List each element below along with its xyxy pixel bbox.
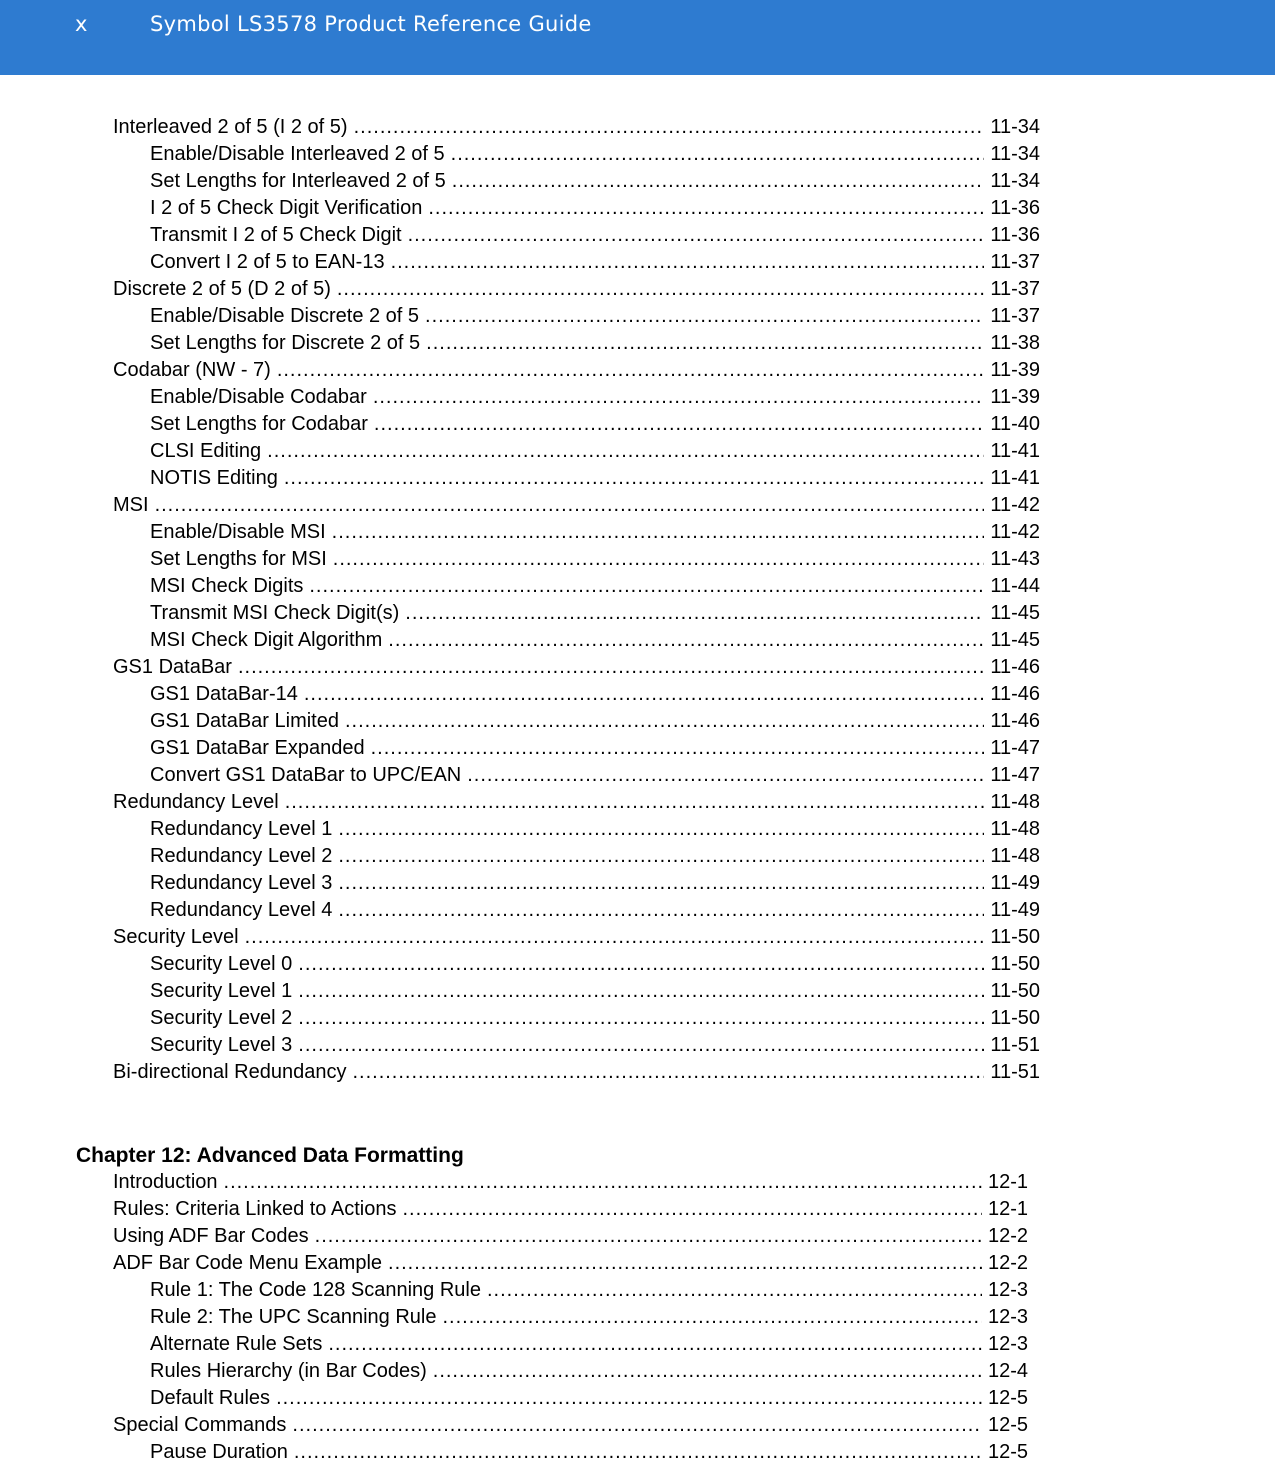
toc-entry-label: Convert GS1 DataBar to UPC/EAN [150, 764, 462, 786]
toc-entry-label: Security Level 2 [150, 1007, 293, 1029]
toc-entry-label: Default Rules [150, 1387, 271, 1409]
toc-subentry[interactable] [150, 249, 1040, 276]
toc-dot-leader [267, 438, 984, 465]
toc-entry-label: Enable/Disable Interleaved 2 of 5 [150, 143, 445, 165]
toc-dot-leader [408, 222, 985, 249]
toc-entry[interactable] [113, 1412, 1028, 1439]
toc-entry-page-number: 11-40 [990, 413, 1040, 435]
toc-entry-page-number: 11-43 [990, 548, 1040, 570]
toc-entry-label: Redundancy Level 2 [150, 845, 333, 867]
toc-entry[interactable] [113, 357, 1040, 384]
toc-dot-leader [433, 1358, 982, 1385]
toc-entry-label: Set Lengths for Interleaved 2 of 5 [150, 170, 446, 192]
toc-dot-leader [425, 303, 984, 330]
toc-entry-page-number: 11-48 [990, 818, 1040, 840]
toc-dot-leader [374, 411, 984, 438]
toc-dot-leader [352, 1059, 984, 1086]
toc-entry-label: Alternate Rule Sets [150, 1333, 323, 1355]
toc-entry-page-number: 11-37 [990, 251, 1040, 273]
toc-dot-leader [304, 681, 984, 708]
toc-dot-leader [338, 816, 984, 843]
toc-subentry[interactable] [150, 411, 1040, 438]
toc-subentry[interactable] [150, 195, 1040, 222]
toc-entry-page-number: 11-48 [990, 845, 1040, 867]
toc-entry-page-number: 11-39 [990, 386, 1040, 408]
toc-entry-page-number: 11-36 [990, 197, 1040, 219]
toc-dot-leader [338, 897, 984, 924]
toc-entry[interactable] [113, 492, 1040, 519]
toc-dot-leader [277, 357, 985, 384]
toc-dot-leader [298, 1032, 984, 1059]
toc-subentry[interactable] [150, 843, 1040, 870]
chapter-12-title: Chapter 12: Advanced Data Formatting [76, 1144, 464, 1167]
toc-entry-label: Discrete 2 of 5 (D 2 of 5) [113, 278, 331, 300]
toc-entry-page-number: 11-46 [990, 710, 1040, 732]
toc-entry-page-number: 11-46 [990, 683, 1040, 705]
toc-entry-page-number: 12-2 [987, 1225, 1028, 1247]
toc-dot-leader [371, 735, 985, 762]
toc-entry-label: Rule 1: The Code 128 Scanning Rule [150, 1279, 481, 1301]
toc-subentry[interactable] [150, 168, 1040, 195]
toc-entry[interactable] [113, 1250, 1028, 1277]
toc-subentry[interactable] [150, 141, 1040, 168]
toc-entry-page-number: 11-42 [990, 521, 1040, 543]
toc-entry[interactable] [113, 1059, 1040, 1086]
toc-dot-leader [328, 1331, 982, 1358]
toc-subentry[interactable] [150, 762, 1040, 789]
toc-entry-label: Set Lengths for Discrete 2 of 5 [150, 332, 421, 354]
toc-entry-label: MSI Check Digit Algorithm [150, 629, 383, 651]
toc-dot-leader [338, 870, 984, 897]
toc-dot-leader [284, 465, 985, 492]
toc-entry-label: Security Level 0 [150, 953, 293, 975]
toc-entry-label: Redundancy Level 4 [150, 899, 333, 921]
toc-dot-leader [298, 978, 984, 1005]
toc-entry[interactable] [113, 276, 1040, 303]
toc-entry-label: Introduction [113, 1171, 218, 1193]
toc-entry-label: NOTIS Editing [150, 467, 278, 489]
toc-entry-label: Pause Duration [150, 1441, 288, 1463]
toc-entry-label: Bi-directional Redundancy [113, 1061, 347, 1083]
toc-entry[interactable] [113, 1169, 1028, 1196]
toc-subentry[interactable] [150, 1385, 1028, 1412]
header-title: Symbol LS3578 Product Reference Guide [150, 12, 592, 36]
toc-dot-leader [426, 330, 984, 357]
toc-entry-label: Redundancy Level [113, 791, 279, 813]
toc-dot-leader [337, 276, 984, 303]
toc-dot-leader [354, 114, 985, 141]
toc-entry-label: Transmit MSI Check Digit(s) [150, 602, 400, 624]
toc-subentry[interactable] [150, 951, 1040, 978]
toc-entry[interactable] [113, 1223, 1028, 1250]
toc-subentry[interactable] [150, 384, 1040, 411]
toc-entry-label: Codabar (NW - 7) [113, 359, 271, 381]
toc-entry-page-number: 11-36 [990, 224, 1040, 246]
toc-entry-label: Redundancy Level 1 [150, 818, 333, 840]
toc-entry-label: Transmit I 2 of 5 Check Digit [150, 224, 402, 246]
toc-dot-leader [467, 762, 984, 789]
toc-dot-leader [276, 1385, 982, 1412]
toc-entry-label: Using ADF Bar Codes [113, 1225, 309, 1247]
toc-subentry[interactable] [150, 708, 1040, 735]
toc-dot-leader [451, 141, 985, 168]
toc-entry-page-number: 11-50 [990, 980, 1040, 1002]
toc-entry-page-number: 11-37 [990, 278, 1040, 300]
toc-entry-page-number: 11-50 [990, 1007, 1040, 1029]
toc-entry-page-number: 11-45 [990, 629, 1040, 651]
toc-dot-leader [333, 546, 985, 573]
toc-entry-page-number: 11-48 [990, 791, 1040, 813]
toc-entry-label: Rule 2: The UPC Scanning Rule [150, 1306, 437, 1328]
toc-entry-label: ADF Bar Code Menu Example [113, 1252, 383, 1274]
toc-subentry[interactable] [150, 978, 1040, 1005]
toc-dot-leader [428, 195, 984, 222]
toc-dot-leader [292, 1412, 982, 1439]
toc-subentry[interactable] [150, 519, 1040, 546]
toc-entry-label: Convert I 2 of 5 to EAN-13 [150, 251, 385, 273]
toc-entry-label: GS1 DataBar-14 [150, 683, 298, 705]
toc-subentry[interactable] [150, 1439, 1028, 1466]
toc-subentry[interactable] [150, 330, 1040, 357]
toc-dot-leader [452, 168, 985, 195]
toc-entry-page-number: 11-38 [990, 332, 1040, 354]
toc-dot-leader [345, 708, 984, 735]
toc-entry-page-number: 11-34 [990, 170, 1040, 192]
toc-subentry[interactable] [150, 1358, 1028, 1385]
toc-dot-leader [155, 492, 985, 519]
toc-entry-page-number: 11-37 [990, 305, 1040, 327]
toc-entry-page-number: 11-51 [990, 1061, 1040, 1083]
toc-dot-leader [245, 924, 985, 951]
toc-entry-label: GS1 DataBar [113, 656, 232, 678]
toc-entry[interactable] [113, 924, 1040, 951]
toc-subentry[interactable] [150, 816, 1040, 843]
toc-subentry[interactable] [150, 1277, 1028, 1304]
header-page-number: x [75, 12, 88, 36]
toc-entry-page-number: 11-50 [990, 926, 1040, 948]
toc-subentry[interactable] [150, 1005, 1040, 1032]
toc-subentry[interactable] [150, 222, 1040, 249]
toc-dot-leader [388, 1250, 982, 1277]
toc-entry-label: Rules Hierarchy (in Bar Codes) [150, 1360, 427, 1382]
toc-entry-label: Security Level [113, 926, 239, 948]
toc-entry-page-number: 12-4 [987, 1360, 1028, 1382]
toc-entry-page-number: 11-44 [990, 575, 1040, 597]
toc-entry-label: MSI Check Digits [150, 575, 304, 597]
toc-entry-label: Rules: Criteria Linked to Actions [113, 1198, 397, 1220]
toc-dot-leader [391, 249, 985, 276]
page-header [0, 0, 1275, 75]
toc-entry-label: GS1 DataBar Limited [150, 710, 339, 732]
toc-entry-page-number: 11-46 [990, 656, 1040, 678]
toc-entry-page-number: 11-34 [990, 116, 1040, 138]
toc-entry-page-number: 11-50 [990, 953, 1040, 975]
toc-subentry[interactable] [150, 627, 1040, 654]
toc-entry[interactable] [113, 114, 1040, 141]
toc-entry-label: Set Lengths for Codabar [150, 413, 368, 435]
toc-entry-label: MSI [113, 494, 149, 516]
toc-entry-page-number: 12-3 [987, 1306, 1028, 1328]
toc-dot-leader [487, 1277, 982, 1304]
toc-dot-leader [298, 1005, 984, 1032]
toc-entry-label: CLSI Editing [150, 440, 262, 462]
toc-entry-page-number: 11-49 [990, 872, 1040, 894]
toc-subentry[interactable] [150, 681, 1040, 708]
toc-entry-label: Enable/Disable Codabar [150, 386, 367, 408]
toc-subentry[interactable] [150, 1032, 1040, 1059]
toc-entry-page-number: 11-39 [990, 359, 1040, 381]
toc-dot-leader [315, 1223, 982, 1250]
toc-entry-page-number: 12-1 [987, 1198, 1028, 1220]
toc-entry-page-number: 11-47 [990, 764, 1040, 786]
toc-entry-page-number: 12-5 [987, 1441, 1028, 1463]
toc-entry-page-number: 11-49 [990, 899, 1040, 921]
toc-dot-leader [224, 1169, 982, 1196]
toc-subentry[interactable] [150, 870, 1040, 897]
toc-subentry[interactable] [150, 600, 1040, 627]
toc-dot-leader [338, 843, 984, 870]
toc-entry-page-number: 11-41 [990, 440, 1040, 462]
toc-entry-page-number: 12-5 [987, 1387, 1028, 1409]
toc-entry-label: Enable/Disable Discrete 2 of 5 [150, 305, 420, 327]
toc-entry-page-number: 12-3 [987, 1279, 1028, 1301]
toc-entry-page-number: 12-1 [987, 1171, 1028, 1193]
toc-entry-label: Set Lengths for MSI [150, 548, 327, 570]
toc-subentry[interactable] [150, 573, 1040, 600]
toc-entry-page-number: 11-42 [990, 494, 1040, 516]
toc-dot-leader [309, 573, 984, 600]
toc-subentry[interactable] [150, 1304, 1028, 1331]
toc-entry-page-number: 11-34 [990, 143, 1040, 165]
toc-subentry[interactable] [150, 303, 1040, 330]
toc-entry-label: GS1 DataBar Expanded [150, 737, 365, 759]
toc-entry-page-number: 11-51 [990, 1034, 1040, 1056]
toc-entry-label: I 2 of 5 Check Digit Verification [150, 197, 423, 219]
toc-dot-leader [298, 951, 984, 978]
toc-dot-leader [405, 600, 984, 627]
toc-entry-label: Enable/Disable MSI [150, 521, 326, 543]
toc-entry-page-number: 11-45 [990, 602, 1040, 624]
toc-dot-leader [294, 1439, 982, 1466]
toc-entry-label: Redundancy Level 3 [150, 872, 333, 894]
toc-entry-label: Security Level 1 [150, 980, 293, 1002]
toc-entry-page-number: 12-2 [987, 1252, 1028, 1274]
toc-entry[interactable] [113, 789, 1040, 816]
toc-entry-page-number: 11-41 [990, 467, 1040, 489]
toc-entry-label: Special Commands [113, 1414, 287, 1436]
toc-dot-leader [332, 519, 985, 546]
toc-subentry[interactable] [150, 546, 1040, 573]
toc-subentry[interactable] [150, 897, 1040, 924]
toc-entry-label: Interleaved 2 of 5 (I 2 of 5) [113, 116, 348, 138]
toc-subentry[interactable] [150, 735, 1040, 762]
toc-entry[interactable] [113, 654, 1040, 681]
toc-dot-leader [402, 1196, 982, 1223]
toc-entry[interactable] [113, 1196, 1028, 1223]
toc-dot-leader [285, 789, 985, 816]
toc-subentry[interactable] [150, 465, 1040, 492]
toc-subentry[interactable] [150, 438, 1040, 465]
toc-entry-page-number: 11-47 [990, 737, 1040, 759]
toc-entry-label: Security Level 3 [150, 1034, 293, 1056]
toc-dot-leader [442, 1304, 982, 1331]
toc-dot-leader [388, 627, 984, 654]
toc-dot-leader [373, 384, 985, 411]
toc-entry-page-number: 12-3 [987, 1333, 1028, 1355]
toc-subentry[interactable] [150, 1331, 1028, 1358]
toc-dot-leader [238, 654, 984, 681]
toc-entry-page-number: 12-5 [987, 1414, 1028, 1436]
